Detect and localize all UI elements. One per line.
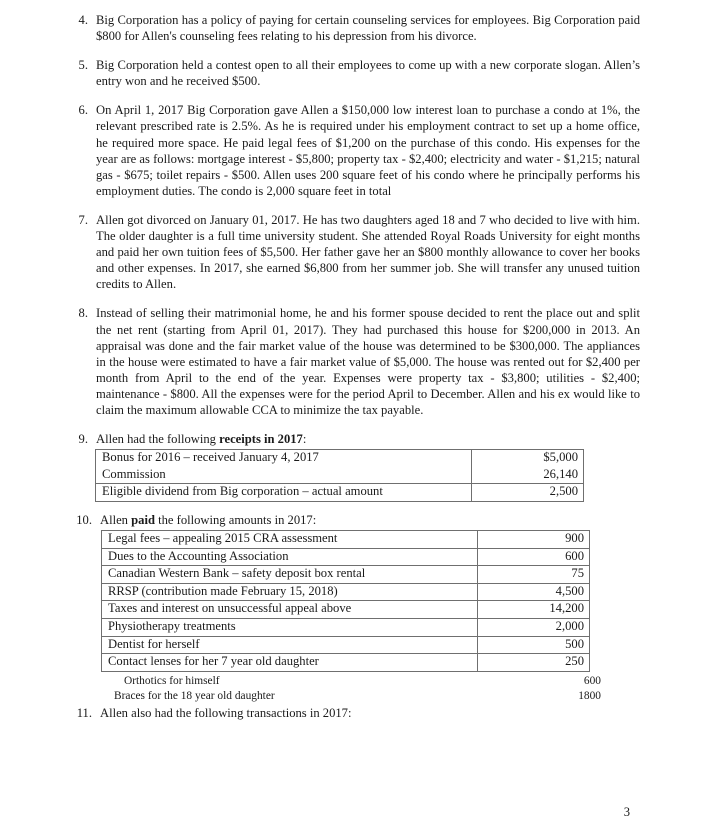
receipts-table: [95, 449, 584, 502]
list-item-10: [62, 512, 640, 704]
list-item-text: Instead of selling their matrimonial home, he and his former spouse decided to rent the place out and split the net rent (starting from April 01, 2017). They had purchased this house for $200,000 in 2013. An appraisal was done and the fair market value of the house was determined to be $300,000. The appliances in the house were estimated to have a fair market value of $5,000. The house was rented out for $2,400 per month from April to the end of the year. Expenses were property tax - $3,800; utilities - $2,400; maintenance - $800. All the expenses were for the period April to December. Allen and his ex would like to claim the maximum allowable CCA to minimize the tax payable.: [96, 306, 640, 417]
row-amount: 2,000: [478, 619, 590, 637]
row-description: Orthotics for himself: [124, 674, 220, 687]
list-item-number: 9.: [78, 432, 88, 447]
row-description: Canadian Western Bank – safety deposit box rental: [102, 566, 478, 584]
row-description: Commission: [96, 467, 472, 484]
table-row: [102, 601, 590, 619]
row-description: Contact lenses for her 7 year old daughter: [102, 654, 478, 672]
table-row: [102, 636, 590, 654]
extra-amount-rows: [101, 674, 601, 704]
row-amount: 1800: [578, 689, 601, 702]
row-description: Taxes and interest on unsuccessful appeal above: [102, 601, 478, 619]
document-body: [62, 12, 640, 734]
list-item-9: [62, 431, 640, 502]
list-item-text: Allen got divorced on January 01, 2017. He has two daughters aged 18 and 7 who decided to live with him. The older daughter is a full time university student. She attended Royal Roads University for eight months and paid her own tuition fees of $5,500. Her father gave her an $800 monthly allowance to cover her books and other expenses. In 2017, she earned $6,800 from her summer job. She will transfer any unused tuition credits to Allen.: [96, 212, 640, 292]
row-description: Braces for the 18 year old daughter: [114, 689, 275, 702]
item9-lead-tail: :: [302, 432, 307, 447]
list-item-11: [62, 705, 640, 721]
list-item-text: Allen also had the following transactions in 2017:: [100, 705, 352, 720]
list-item-4: [62, 12, 640, 44]
table-row: [96, 450, 584, 467]
table-row: [96, 484, 584, 502]
row-description: Dues to the Accounting Association: [102, 548, 478, 566]
row-amount: 900: [478, 531, 590, 549]
table-row: [102, 654, 590, 672]
row-description: Legal fees – appealing 2015 CRA assessment: [102, 531, 478, 549]
list-item-text: On April 1, 2017 Big Corporation gave Allen a $150,000 low interest loan to purchase a condo at 1%, the relevant prescribed rate is 2.5%. As he is required under his employment contract to set up a home office, he required more space. He paid legal fees of $1,200 on the purchase of this condo. His expenses for the year are as follows: mortgage interest - $5,800; property tax - $2,400; electricity and water - $1,215; natural gas - $675; toilet repairs - $500. Allen uses 200 square feet of his condo where he principally performs his employment duties. The condo is 2,000 square feet in total: [96, 103, 640, 198]
list-item-text: Big Corporation has a policy of paying for certain counseling services for employees. Big Corporation paid $800 for Allen's counseling fees relating to his depression from his divorce.: [96, 13, 640, 44]
row-description: Dentist for herself: [102, 636, 478, 654]
payments-table: [101, 530, 590, 672]
row-amount: 600: [478, 548, 590, 566]
row-description: Bonus for 2016 – received January 4, 2017: [96, 450, 472, 467]
table-row: [102, 566, 590, 584]
item10-lead-text: Allen: [100, 512, 132, 527]
row-description: RRSP (contribution made February 15, 2018): [102, 583, 478, 601]
row-amount: 250: [478, 654, 590, 672]
table-row: [102, 548, 590, 566]
row-amount: 2,500: [472, 484, 584, 502]
row-amount: $5,000: [472, 450, 584, 467]
list-item-number: 5.: [78, 58, 88, 73]
list-item-number: 4.: [78, 13, 88, 27]
table-row: [96, 467, 584, 484]
item9-lead-bold: receipts in 2017: [219, 432, 303, 447]
payments-table-wrap: [100, 530, 640, 704]
list-item-text: [100, 512, 640, 528]
receipts-table-wrap: [96, 449, 640, 502]
list-item-7: [62, 212, 640, 292]
list-item-number: 11.: [76, 705, 92, 720]
row-amount: 26,140: [472, 467, 584, 484]
table-row: [102, 583, 590, 601]
list-item-number: 8.: [78, 306, 88, 321]
row-amount: 75: [478, 566, 590, 584]
item10-lead-bold: paid: [131, 512, 155, 527]
list-item-text: Big Corporation held a contest open to all their employees to come up with a new corporate slogan. Allen’s entry won and he received $500.: [96, 58, 640, 89]
table-row: [102, 531, 590, 549]
list-item-8: [62, 305, 640, 418]
list-item-6: [62, 102, 640, 199]
list-item-5: [62, 57, 640, 89]
table-row: [102, 619, 590, 637]
row-amount: 500: [478, 636, 590, 654]
item9-lead-text: Allen had the following: [96, 432, 220, 447]
row-amount: 600: [583, 674, 601, 687]
row-amount: 4,500: [478, 583, 590, 601]
row-amount: 14,200: [478, 601, 590, 619]
page-number: 3: [623, 805, 630, 819]
list-item: [101, 674, 601, 689]
item10-lead-tail: the following amounts in 2017:: [154, 512, 317, 527]
list-item-number: 7.: [78, 212, 88, 227]
row-description: Physiotherapy treatments: [102, 619, 478, 637]
row-description: Eligible dividend from Big corporation – actual amount: [96, 484, 472, 502]
list-item-text: [96, 431, 640, 447]
list-item: [101, 689, 601, 704]
list-item-number: 10.: [76, 512, 92, 527]
list-item-number: 6.: [78, 103, 88, 118]
